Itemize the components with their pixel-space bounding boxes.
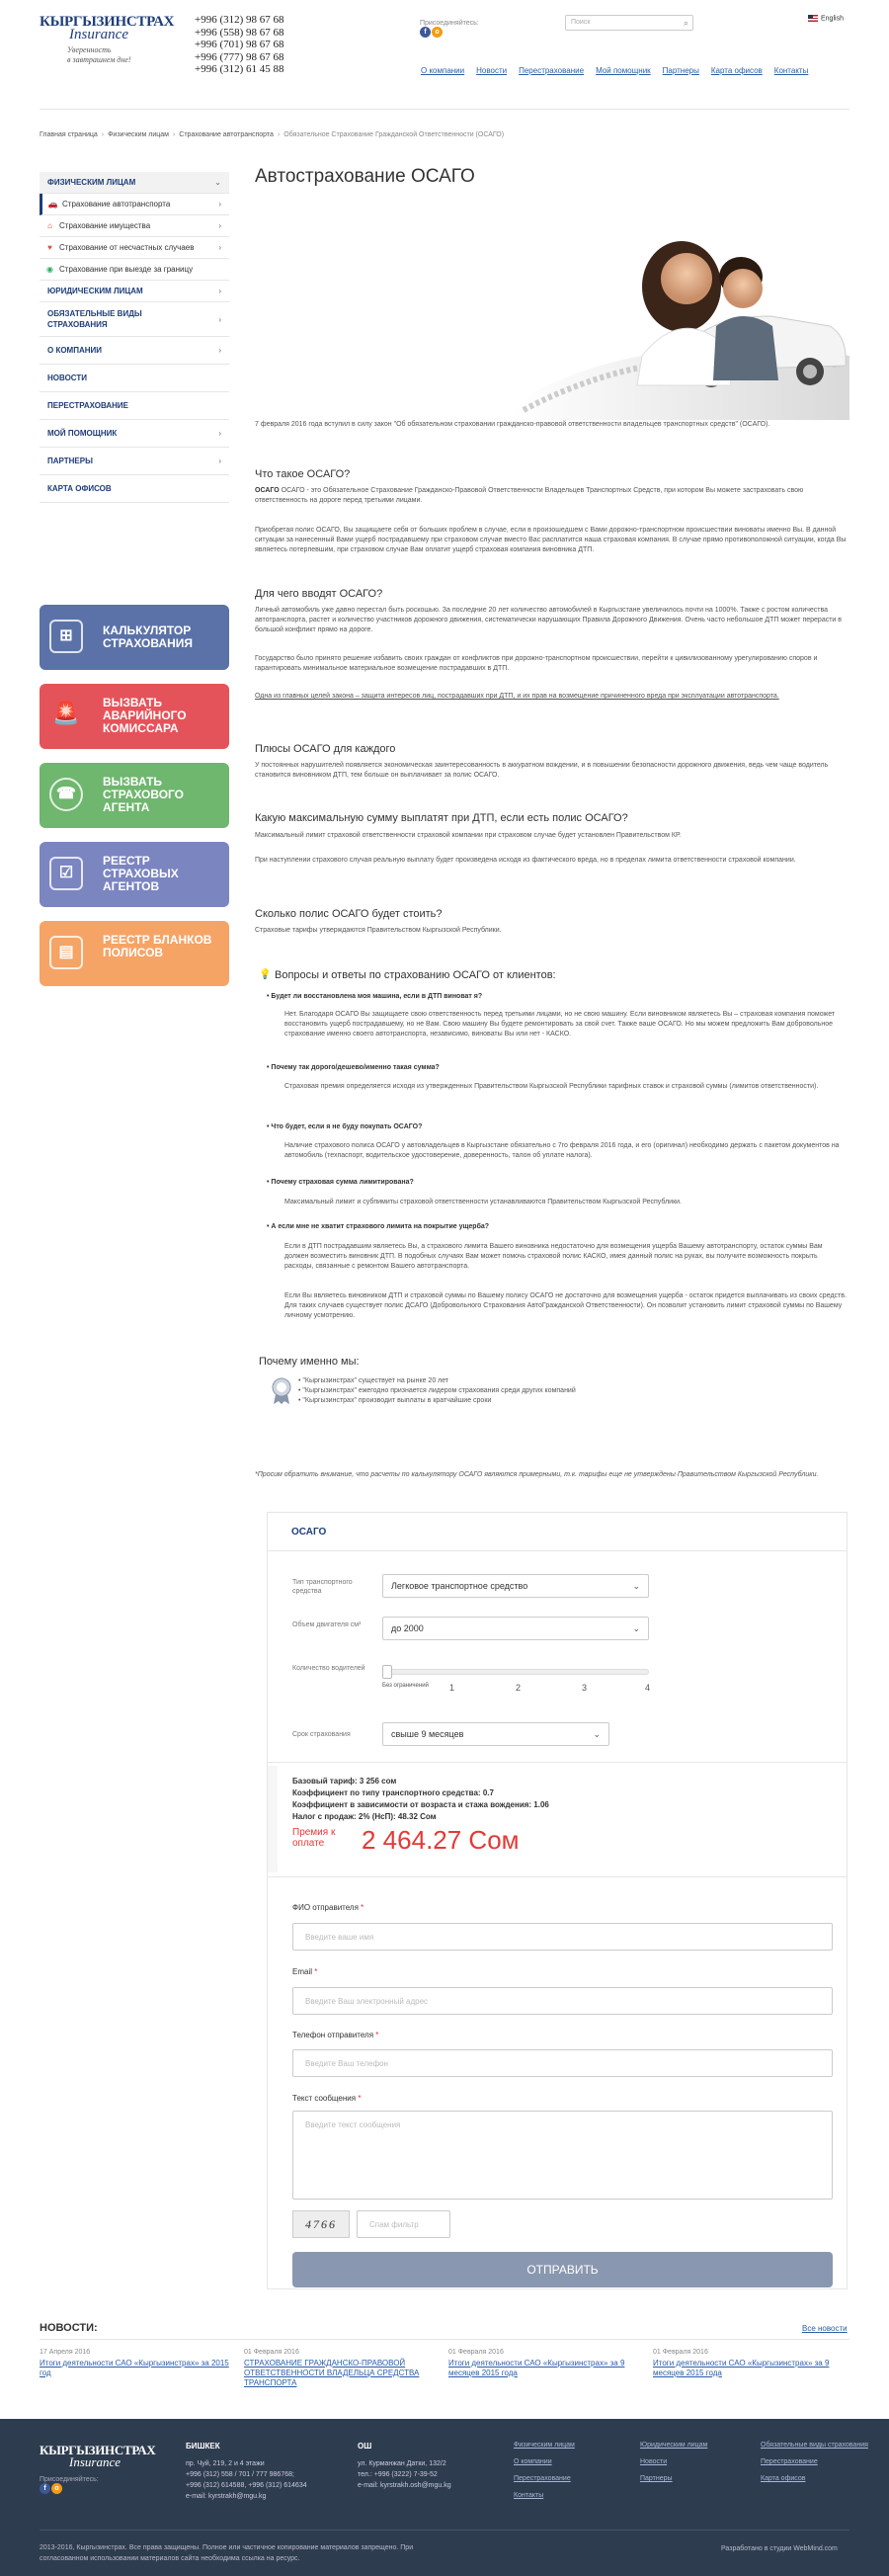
tile-label: ВЫЗВАТЬ СТРАХОВОГО АГЕНТА [103,775,185,814]
qa-answer: Если в ДТП пострадавшим являетесь Вы, а страхового лимита Вашего виновника недостаточно для возмещения ущерба Вашему автотранспорту, остаток суммы Вам должен возместить виновник ДТП. В подобных случаях Вам может помочь страховой полис КАСКО, имея данный полис на руках, вы получите возможность покрыть расходы, связанные с ремонтом Вашего автотранспорта. [284,1243,823,1270]
qa-question: • А если мне не хватит страхового лимита на покрытие ущерба? [267,1223,490,1230]
sidebar-label: МОЙ ПОМОЩНИК [47,429,118,438]
breadcrumb-individuals[interactable]: Физическим лицам [108,131,169,138]
house-icon: ⌂ [47,221,52,230]
divider [268,1762,847,1763]
footer-link[interactable]: О компании [514,2458,552,2465]
calculator-icon: ⊞ [49,620,83,653]
nav-helper[interactable]: Мой помощник [596,66,651,75]
why-us-item: "Кыргызинстрах" производит выплаты в кратчайшие сроки [302,1397,492,1404]
phone-label: Телефон отправителя * [292,2031,379,2039]
vehicle-type-select[interactable] [382,1574,649,1598]
language-label: English [821,15,844,23]
phone[interactable]: +996 (558) 98 67 68 [195,26,284,39]
news-link[interactable]: Итоги деятельности САО «Кыргызинстрах» за 9 месяцев 2015 года [653,2359,830,2377]
page-title: Автострахование ОСАГО [255,166,475,187]
sidebar-label: НОВОСТИ [47,374,88,382]
paragraph: У постоянных нарушителей появляется экономическая заинтересованность в аккуратном вождении, и в повышении безопасности дорожного движения, ведь чем чаще водитель становится виновником ДТП, тем больше он выплачивает за полис ОСАГО. [255,762,829,779]
sidebar-label: Страхование от несчастных случаев [59,243,195,252]
phone[interactable]: +996 (312) 61 45 88 [195,63,284,75]
heart-icon: ♥ [47,243,52,252]
news-link[interactable]: СТРАХОВАНИЕ ГРАЖДАНСКО-ПРАВОВОЙ ОТВЕТСТВЕННОСТИ ВЛАДЕЛЬЦА СРЕДСТВА ТРАНСПОРТА [244,2359,420,2387]
phones: +996 (312) 558 / 701 / 777 986768; [186,2471,294,2478]
footer-links-1 [514,2437,575,2504]
news-link[interactable]: Итоги деятельности САО «Кыргызинстрах» за 2015 год [40,2359,229,2377]
section-heading: Плюсы ОСАГО для каждого [255,743,396,755]
tile-calculator[interactable] [40,605,229,670]
section-heading: Для чего вводят ОСАГО? [255,588,383,600]
footer-logo[interactable] [40,2443,155,2494]
footer-join-label: Присоединяйтесь: [40,2476,99,2483]
osago-calculator [267,1512,848,2289]
sidebar-label: Страхование автотранспорта [62,200,171,208]
copyright: 2013-2016, Кыргызинстрах. Все права защищены. Полное или частичное копирование материалов запрещено. При согласованном использовании материалов сайта необходима ссылка на ресурс. [40,2544,414,2562]
drivers-slider-handle[interactable] [382,1665,392,1679]
vehicle-type-label: Тип транспортного средства [292,1579,353,1595]
select-value: Легковое транспортное средство [391,1581,528,1591]
calculator-note: *Просим обратить внимание, что расчеты по калькулятору ОСАГО являются примерными, т.к. тарифы еще не утверждены Правительством Кыргызской Республики. [255,1471,819,1478]
sidebar-sub-accident[interactable] [40,237,229,259]
chevron-right-icon: › [218,457,221,465]
qa-answer: Страховая премия определяется исходя из утвержденных Правительством Кыргызской Республики тарифных ставок и страховой суммы (лимитов ответственности). [284,1083,819,1090]
footer-logo-text: КЫРГЫЗИНСТРАХ [40,2443,156,2457]
phones: тел.: +996 (3222) 7-39-52 [358,2471,438,2478]
breadcrumb: Главная страница › Физическим лицам › Страхование автотранспорта › Обязательное Страхование Гражданской Ответственности (ОСАГО) [40,131,505,138]
nav-partners[interactable]: Партнеры [662,66,699,75]
phone-list [195,14,284,76]
header [0,0,889,109]
calculator-title: ОСАГО [291,1527,327,1537]
chevron-down-icon: ⌄ [632,1581,640,1591]
message-label: Текст сообщения * [292,2094,362,2103]
news-title: НОВОСТИ: [40,2322,98,2334]
slogan-line-2: в завтрашнем дне! [67,55,131,64]
sidebar-item-legal[interactable] [40,281,229,302]
divider [268,1876,847,1877]
nav-about[interactable]: О компании [421,66,465,75]
vehicle-coefficient: Коэффициент по типу транспортного средства: 0.7 [292,1788,494,1797]
chevron-right-icon: › [218,429,221,438]
top-nav [421,66,820,75]
document-icon: ▤ [49,936,83,969]
qa-answer: Максимальный лимит и субпимиты страховой ответственности устанавливаются Правительством Кыргызской Республики. [284,1199,682,1205]
premium-value: 2 464.27 Сом [362,1825,520,1855]
sidebar-label: ОБЯЗАТЕЛЬНЫЕ ВИДЫ СТРАХОВАНИЯ [47,309,142,329]
qa-title [259,969,556,981]
footer-osh [358,2441,451,2491]
engine-volume-select[interactable] [382,1617,649,1640]
chevron-right-icon: › [218,315,221,324]
news-date: 01 Февраля 2016 [653,2349,708,2356]
breadcrumb-home[interactable]: Главная страница [40,131,98,138]
sidebar-item-reinsurance[interactable] [40,392,229,420]
sidebar-item-individuals[interactable] [40,172,229,194]
footer-links-3 [761,2437,869,2487]
chevron-down-icon: ⌄ [593,1729,601,1739]
tile-label: ВЫЗВАТЬ АВАРИЙНОГО КОМИССАРА [103,696,187,735]
paragraph: ОСАГО ОСАГО - это Обязательное Страхование Гражданско-Правовой Ответственности Владельцев Транспортных Средств, при котором Вы можете застраховать свою ответственность на дороге перед третьими лицами. [255,487,804,504]
footer-link[interactable]: Обязательные виды страхования [761,2442,868,2449]
intro-text: 7 февраля 2016 года вступил в силу закон "Об обязательном страховании гражданско-правовой ответственности владельцев транспортных средств" (ОСАГО). [255,421,770,428]
sidebar-label: КАРТА ОФИСОВ [47,484,112,493]
chevron-right-icon: › [218,243,221,252]
phone-input[interactable]: Введите Ваш телефон [292,2049,833,2077]
qa-answer: Если Вы являетесь виновником ДТП и страховой суммы по Вашему полису ОСАГО не достаточно для возмещения ущерба - остаток придется выплачивать из своих средств. Для таких случаев существует полис ДСАГО (Добровольного Страхования АвтоГражданской Ответственности). Он позволит установить лимит страховой суммы по Вашему личному усмотрению. [284,1292,847,1319]
sidebar-label: О КОМПАНИИ [47,346,103,355]
logo[interactable] [40,14,188,65]
sidebar-item-mandatory[interactable] [40,302,229,337]
search-input[interactable] [565,15,693,31]
news-link[interactable]: Итоги деятельности САО «Кыргызинстрах» за 9 месяцев 2015 года [448,2359,625,2377]
all-news-link[interactable]: Все новости [802,2324,848,2333]
facebook-icon[interactable]: f [420,27,431,38]
tile-call-agent[interactable] [40,763,229,828]
section-heading: Какую максимальную сумму выплатят при ДТП, если есть полис ОСАГО? [255,812,628,824]
qa-title-text: Вопросы и ответы по страхованию ОСАГО от клиентов: [275,969,556,981]
news-item [653,2349,850,2378]
qa-answer: Наличие страхового полиса ОСАГО у автовладельцев в Кыргызстане обязательно с 7го февраля 2016 года, и его (оригинал) необходимо держать с пакетом документов на автомобиль (техпаспорт, водительское удостоверение, доверенность, талон об уплате налога). [284,1142,840,1159]
footer-link[interactable]: Контакты [514,2492,544,2499]
chevron-right-icon: › [218,346,221,355]
phones: +996 (312) 614588, +996 (312) 614634 [186,2482,307,2489]
footer-link[interactable]: Карта офисов [761,2475,806,2482]
divider [40,109,849,110]
sidebar-item-about[interactable] [40,337,229,365]
divider [268,1550,847,1551]
captcha-input[interactable]: Спам фильтр [357,2210,450,2238]
join-label: Присоединяйтесь: [420,20,479,27]
qa-question: • Почему страховая сумма лимитирована? [267,1179,414,1186]
captcha-image: 4766 [292,2210,350,2238]
sidebar-label: ПАРТНЕРЫ [47,457,93,465]
facebook-icon[interactable]: f [40,2483,50,2494]
nav-contacts[interactable]: Контакты [773,66,809,75]
address: пр. Чуй, 219, 2 и 4 этажи [186,2460,265,2467]
age-coefficient: Коэффициент в зависимости от возраста и стажа вождения: 1.06 [292,1800,549,1809]
engine-volume-label: Объем двигателя см³ [292,1621,362,1628]
qa-question: • Что будет, если я не буду покупать ОСАГО? [267,1123,423,1130]
email-label: Email * [292,1967,318,1976]
drivers-slider-track[interactable] [382,1669,649,1675]
divider [40,2530,849,2531]
logo-text: КЫРГЫЗИНСТРАХ [40,14,175,30]
uk-flag-icon [808,15,818,22]
slogan [67,45,188,65]
news-date: 01 Февраля 2016 [448,2349,504,2356]
footer-link[interactable]: Физическим лицам [514,2442,575,2449]
sales-tax: Налог с продаж: 2% (НсП): 48.32 Сом [292,1812,437,1821]
name-label: ФИО отправителя * [292,1903,364,1912]
slider-tick: 2 [516,1683,522,1693]
news-item [448,2349,646,2378]
message-textarea[interactable]: Введите текст сообщения [292,2111,833,2200]
slider-tick: 3 [582,1683,588,1693]
breadcrumb-current: Обязательное Страхование Гражданской Ответственности (ОСАГО) [283,131,505,138]
city-osh: ОШ [358,2442,372,2451]
sidebar-label: Страхование имущества [59,221,151,230]
qa-question: • Будет ли восстановлена моя машина, если в ДТП виноват я? [267,993,483,1000]
footer-link[interactable]: Новости [640,2458,668,2465]
nav-reinsurance[interactable]: Перестрахование [519,66,585,75]
search-placeholder: Поиск [571,19,591,26]
award-icon [271,1377,292,1405]
news-date: 17 Апреля 2016 [40,2349,91,2356]
paragraph: Приобретая полис ОСАГО, Вы защищаете себя от больших проблем в случае, если в произошедшем с Вами дорожно-транспортном происшествии виноваты именно Вы. В данной ситуации за нанесенный Вами ущерб пострадавшему при страховом случае вместо Вас расплатится наша страховая компания. В случае прямо противоположной ситуации, когда Вы являетесь потерпевшим, при страховом случае Вам оплатит ущерб страховая компания виновника ДТП. [255,527,847,553]
chevron-right-icon: › [218,200,221,208]
divider [40,2339,849,2340]
email[interactable]: e-mail: kyrstrakh.osh@mgu.kg [358,2482,451,2489]
address: ул. Курманжан Датки, 132/2 [358,2460,446,2467]
phone[interactable]: +996 (777) 98 67 68 [195,50,284,63]
footer-link[interactable]: Перестрахование [514,2475,571,2482]
sidebar-label: Страхование при выезде за границу [59,265,194,274]
paragraph: Одна из главных целей закона – защита интересов лиц, пострадавших при ДТП, и их прав на возмещение причиненного вреда при эксплуатации автотранспорта. [255,693,779,700]
chevron-down-icon: ⌄ [632,1623,640,1633]
city-bishkek: БИШКЕК [186,2442,220,2451]
submit-button[interactable]: ОТПРАВИТЬ [292,2252,833,2287]
checklist-icon: ☑ [49,857,83,890]
slider-tick: 4 [645,1683,651,1693]
name-input[interactable]: Введите ваше имя [292,1923,833,1951]
why-us-title: Почему именно мы: [259,1356,360,1368]
sidebar-sub-auto[interactable] [40,194,229,215]
slider-tick: 1 [449,1683,455,1693]
base-tariff: Базовый тариф: 3 256 сом [292,1777,397,1786]
slogan-line-1: Уверенность [67,45,112,54]
footer-link[interactable]: Юридическим лицам [640,2442,708,2449]
chevron-down-icon: ⌄ [214,178,221,187]
lightbulb-icon: 💡 [259,969,272,980]
sidebar-label: ФИЗИЧЕСКИМ ЛИЦАМ [47,178,136,187]
qa-answer: Нет. Благодаря ОСАГО Вы защищаете свою ответственность перед третьими лицами, но не свою машину. Если виновником являетесь Вы – страховая компания поможет восстановить ущерб пострадавшему, но не Вам. Свою машину Вы будете ремонтировать за свой счет. Также ваше ОСАГО. Но мы можем предложить Вам добровольное страхование именно своего автотранспорта, независимо, виноваты Вы или нет - КАСКО. [284,1011,836,1038]
footer-bishkek [186,2441,307,2502]
select-value: до 2000 [391,1623,424,1633]
why-us-list: • "Кыргызинстрах" существует на рынке 20 лет • "Кыргызинстрах" ежегодно признается лидером страхования среди других компаний • "Кыргызинстрах" производит выплаты в кратчайшие сроки [298,1377,576,1404]
sidebar-sub-travel[interactable] [40,259,229,281]
odnoklassniki-icon[interactable]: o [51,2483,62,2494]
sidebar-item-offices[interactable] [40,475,229,503]
logo-script: Insurance [69,27,128,42]
result-accent [268,1766,278,1872]
footer-logo-script: Insurance [69,2454,121,2469]
sidebar-item-partners[interactable] [40,448,229,475]
tile-label: КАЛЬКУЛЯТОР СТРАХОВАНИЯ [103,623,193,650]
sidebar-sub-property[interactable] [40,215,229,237]
news-date: 01 Февраля 2016 [244,2349,299,2356]
tile-policy-registry[interactable] [40,921,229,986]
car-icon: 🚗 [47,200,58,208]
language-switch[interactable] [808,15,844,22]
term-select[interactable] [382,1722,609,1746]
paragraph: Страховые тарифы утверждаются Правительством Кыргызской Республики. [255,927,502,934]
qa-question: • Почему так дорого/дешево/именно такая сумма? [267,1064,440,1071]
phone[interactable]: +996 (701) 98 67 68 [195,39,284,50]
email[interactable]: e-mail: kyrstrakh@mgu.kg [186,2493,267,2500]
paragraph: Государство было принято решение избавить своих граждан от конфликтов при дорожно-транспортном происшествии, перейти к цивилизованному урегулированию споров и гарантировать минимальное материальное возмещение пострадавших в ДТП. [255,655,818,672]
footer-link[interactable]: Партнеры [640,2475,673,2482]
social-block [420,20,479,38]
premium-label: Премия к оплате [292,1827,336,1849]
paragraph: При наступлении страхового случая реальную выплату будет произведена исходя из фактического вреда, но в пределах лимита ответственности страховой компании. [255,857,796,864]
nav-news[interactable]: Новости [476,66,508,75]
news-item [40,2349,237,2378]
chevron-right-icon: › [218,221,221,230]
sidebar-item-helper[interactable] [40,420,229,448]
tile-agents-registry[interactable] [40,842,229,907]
globe-icon: ◉ [46,265,53,274]
developer-credit[interactable]: Разработано в студии WebMind.com [721,2545,838,2552]
footer [0,2419,889,2576]
tile-label: РЕЕСТР БЛАНКОВ ПОЛИСОВ [103,933,212,959]
section-heading: Что такое ОСАГО? [255,468,351,480]
sidebar [40,172,229,503]
siren-icon: 🚨 [52,701,80,725]
tile-label: РЕЕСТР СТРАХОВЫХ АГЕНТОВ [103,854,179,893]
section-heading: Сколько полис ОСАГО будет стоить? [255,908,443,920]
tile-emergency-commissioner[interactable] [40,684,229,749]
search-icon[interactable]: ⌕ [683,18,688,28]
sidebar-item-news[interactable] [40,365,229,392]
email-input[interactable]: Введите Ваш электронный адрес [292,1987,833,2015]
phone[interactable]: +996 (312) 98 67 68 [195,14,284,26]
phone-icon: ☎ [49,778,83,811]
footer-links-2 [640,2437,707,2487]
breadcrumb-auto[interactable]: Страхование автотранспорта [179,131,274,138]
sidebar-label: ЮРИДИЧЕСКИМ ЛИЦАМ [47,287,143,295]
odnoklassniki-icon[interactable]: o [432,27,443,38]
slider-tick: Без ограничений [382,1683,429,1689]
nav-offices-map[interactable]: Карта офисов [710,66,763,75]
why-us-item: "Кыргызинстрах" ежегодно признается лидером страхования среди других компаний [302,1387,576,1394]
footer-link[interactable]: Перестрахование [761,2458,818,2465]
paragraph: Максимальный лимит страховой ответственности страховой компании при страховом случае будет установлен Правительством КР. [255,832,682,839]
why-us-item: "Кыргызинстрах" существует на рынке 20 лет [302,1377,449,1384]
drivers-count-label: Количество водителей [292,1665,365,1672]
paragraph: Личный автомобиль уже давно перестал быть роскошью. За последние 20 лет количество автомобилей в Кыргызстане увеличилось почти на 1000%. Также с ростом количества автотранспорта, растет и количество участников дорожного движения, систематически нарушающих Правила Дорожного Движения. Очень часто небольшое ДТП может перерасти в большой конфликт прямо на дороге. [255,607,842,633]
paragraph-text: ОСАГО - это Обязательное Страхование Гражданско-Правовой Ответственности Владельцев Транспортных Средств, при котором Вы можете застраховать свою ответственность на дороге перед третьими лицами. [255,487,804,504]
hero-image [514,208,849,420]
term-label: Срок страхования [292,1731,351,1738]
sidebar-label: ПЕРЕСТРАХОВАНИЕ [47,401,129,410]
news-item [244,2349,442,2388]
select-value: свыше 9 месяцев [391,1729,464,1739]
chevron-right-icon: › [218,287,221,295]
